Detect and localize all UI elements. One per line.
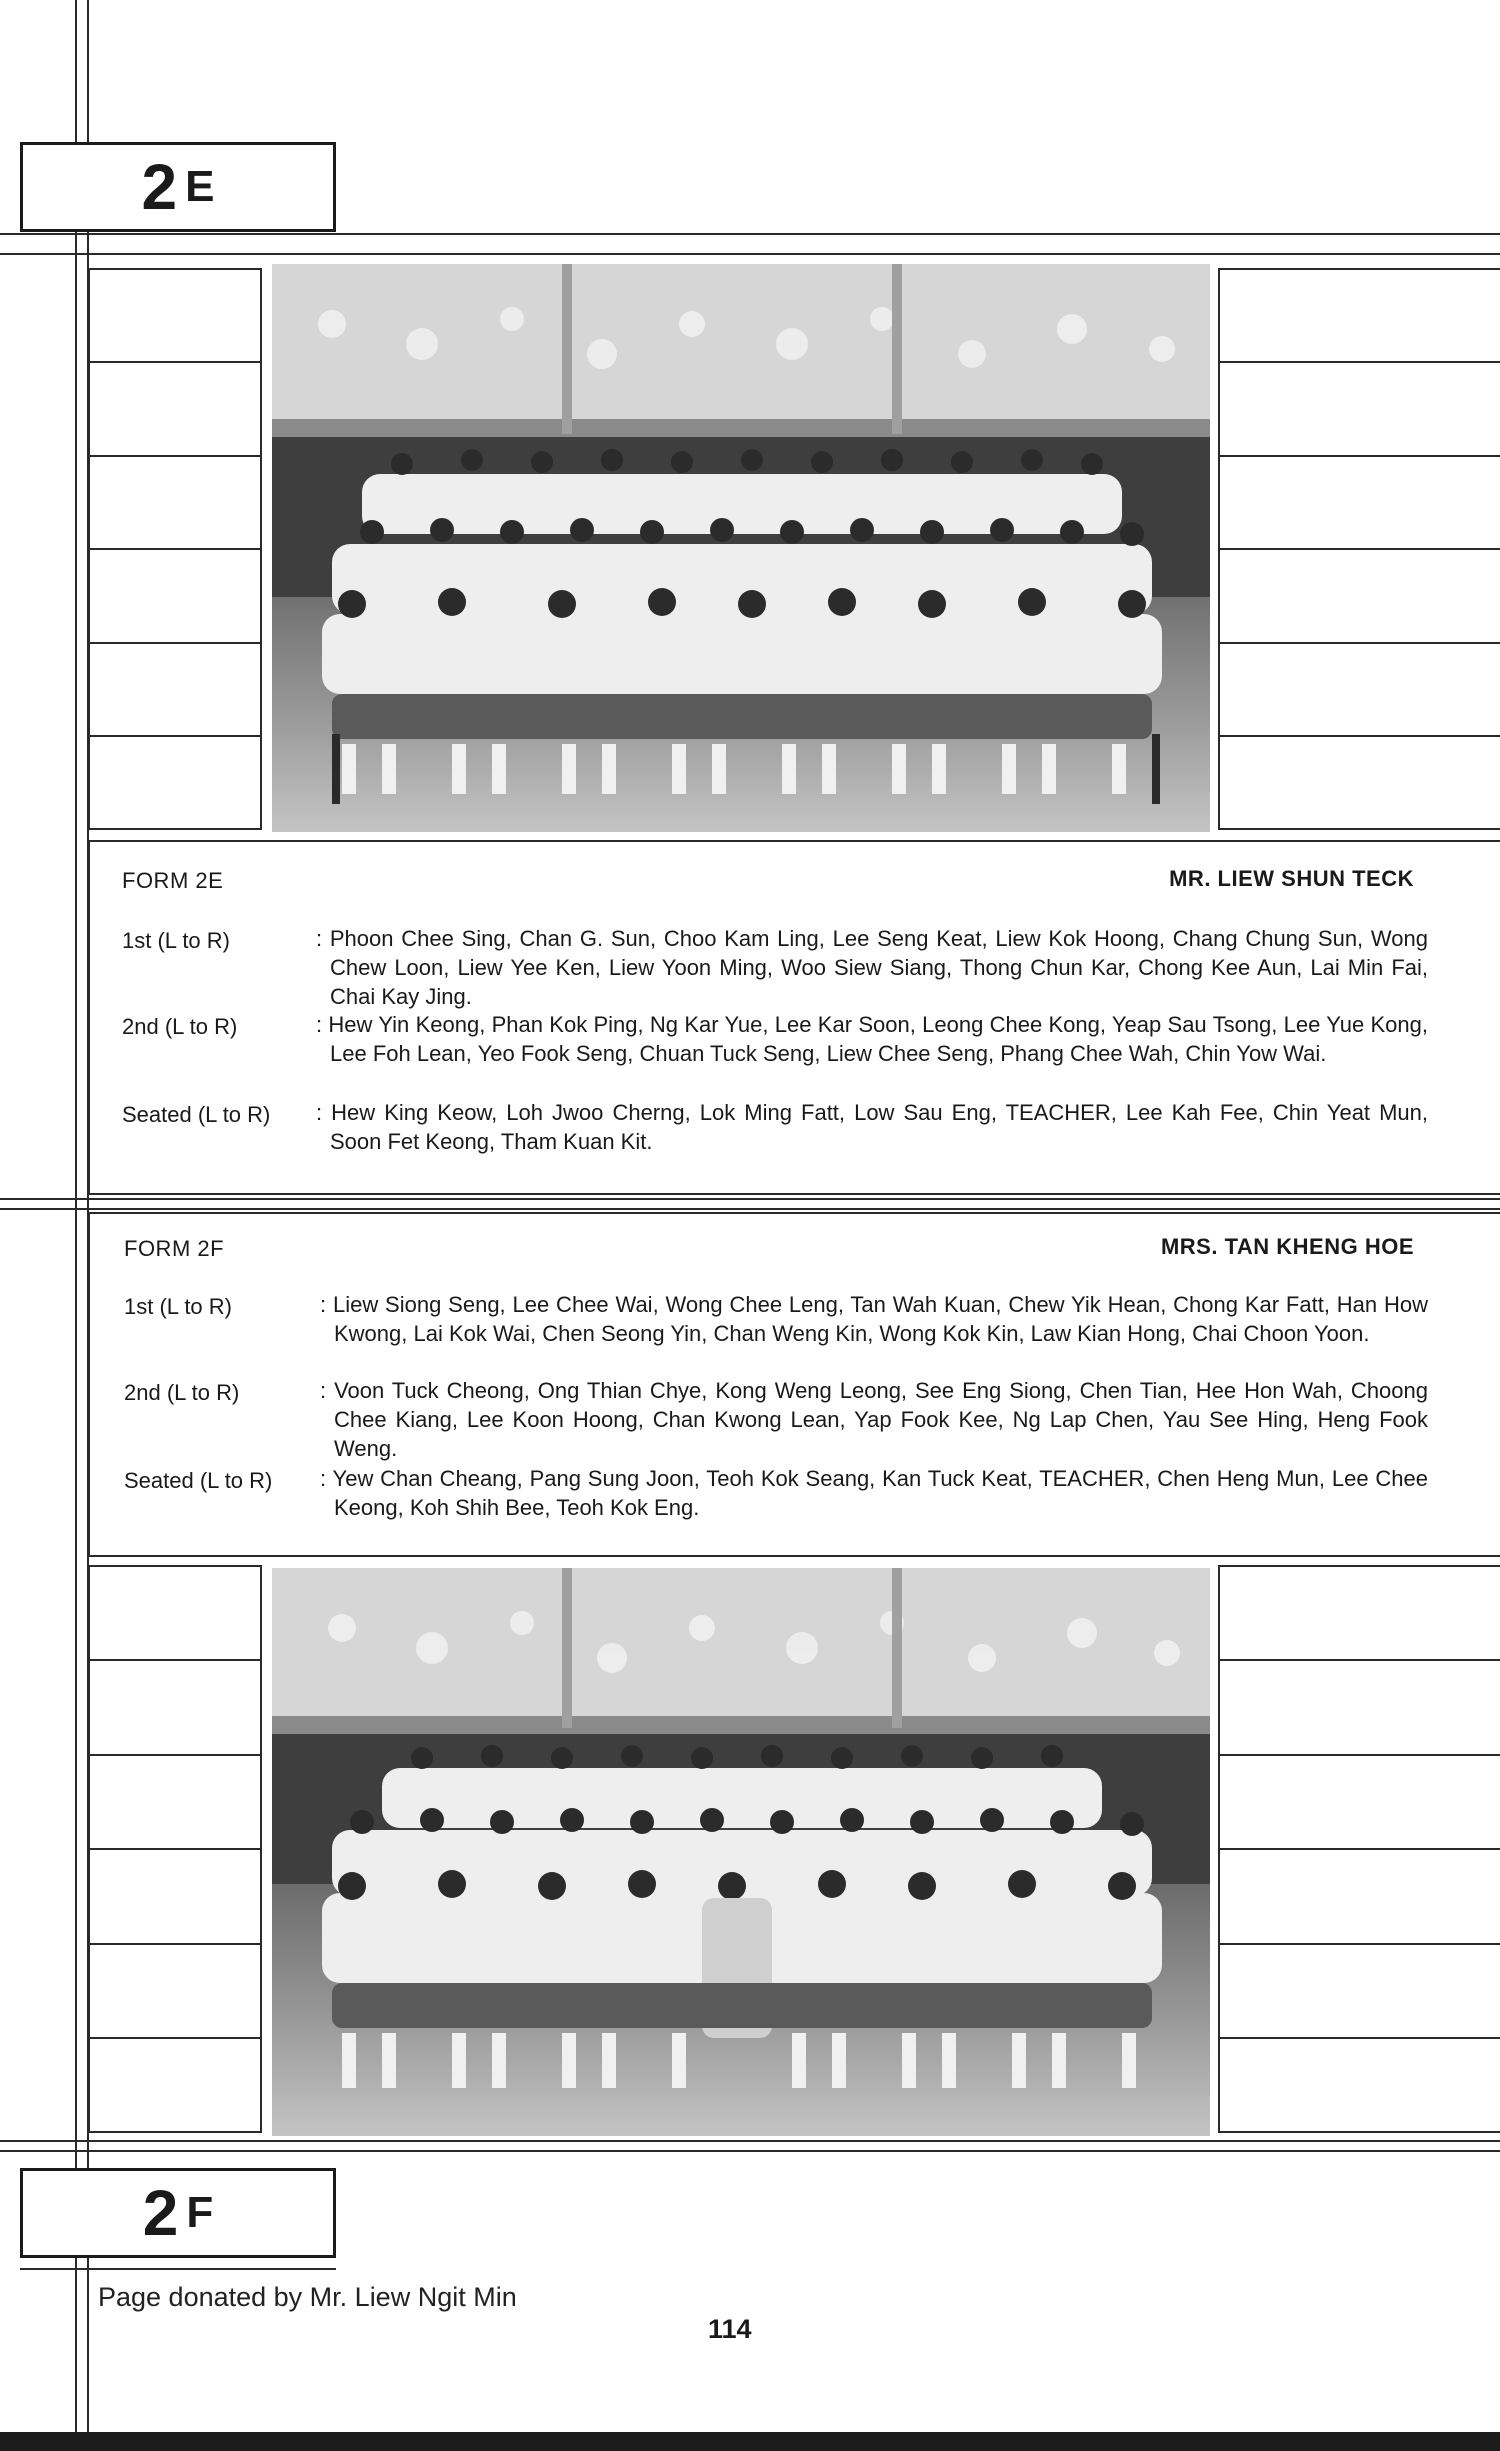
row-names-2e-2nd: : Hew Yin Keong, Phan Kok Ping, Ng Kar Yue, Lee Kar Soon, Leong Chee Kong, Yeap Sau Tsong, Lee Yue Kong, Lee Foh Lean, Yeo Fook Seng, Chuan Tuck Seng, Liew Chee Seng, Phang Chee Wah, Chin Yow Wai. [316, 1012, 1428, 1066]
form-code-number: 2 [142, 2177, 181, 2249]
form-code-letter: F [186, 2188, 214, 2237]
page-number: 114 [708, 2314, 752, 2344]
form-code-box-2f [20, 2168, 336, 2258]
page-donor-note: Page donated by Mr. Liew Ngit Min [98, 2282, 517, 2312]
caption-panel-2e [88, 840, 1500, 1195]
frame-line-bottom-2f-b [0, 2150, 1500, 2152]
caption-panel-2f [88, 1212, 1500, 1557]
teacher-name-2e: MR. LIEW SHUN TECK [1169, 866, 1414, 891]
side-blank-boxes-right-2f [1218, 1565, 1500, 2133]
frame-line-mid [0, 1198, 1500, 1200]
side-blank-boxes-right-2e [1218, 268, 1500, 830]
row-label-2e-seated: Seated (L to R) [122, 1102, 271, 1127]
frame-line-bottom-2f [0, 2140, 1500, 2142]
frame-line-top-2e [0, 233, 1500, 235]
teacher-name-2f: MRS. TAN KHENG HOE [1160, 1234, 1414, 1259]
row-names-2e-1st: : Phoon Chee Sing, Chan G. Sun, Choo Kam Ling, Lee Seng Keat, Liew Kok Hoong, Chang Chung Sun, Wong Chew Loon, Liew Yee Ken, Liew Yoon Ming, Woo Siew Siang, Thong Chun Kar, Chong Kee Aun, Lai Min Fai, Chai Kay Jing. [316, 926, 1428, 1009]
row-label-2e-1st: 1st (L to R) [122, 928, 230, 953]
form-code-number: 2 [141, 151, 180, 223]
form-code-letter: E [185, 162, 215, 211]
side-blank-boxes-left-2e [88, 268, 262, 830]
frame-spine-outer [75, 0, 77, 2451]
frame-line-mid-b [0, 1208, 1500, 1210]
row-names-2e-seated: : Hew King Keow, Loh Jwoo Cherng, Lok Ming Fatt, Low Sau Eng, TEACHER, Lee Kah Fee, Chin Yeat Mun, Soon Fet Keong, Tham Kuan Kit. [316, 1100, 1428, 1154]
row-label-2f-1st: 1st (L to R) [124, 1294, 232, 1319]
row-names-2f-2nd: : Voon Tuck Cheong, Ong Thian Chye, Kong Weng Leong, See Eng Siong, Chen Tian, Hee Hon Wah, Choong Chee Kiang, Lee Koon Hoong, Chan Kwong Lean, Yap Fook Kee, Ng Lap Chen, Yau See Hing, Heng Fook Weng. [320, 1378, 1428, 1461]
row-label-2f-seated: Seated (L to R) [124, 1468, 273, 1493]
class-photo-2f [272, 1568, 1210, 2136]
row-label-2f-2nd: 2nd (L to R) [124, 1380, 240, 1405]
class-photo-2e [272, 264, 1210, 832]
side-blank-boxes-left-2f [88, 1565, 262, 2133]
scan-edge-strip [0, 2432, 1500, 2451]
row-label-2e-2nd: 2nd (L to R) [122, 1014, 238, 1039]
form-code-box-2e [20, 142, 336, 232]
form-title-2e: FORM 2E [122, 868, 224, 893]
row-names-2f-seated: : Yew Chan Cheang, Pang Sung Joon, Teoh Kok Seang, Kan Tuck Keat, TEACHER, Chen Heng Mun, Lee Chee Keong, Koh Shih Bee, Teoh Kok Eng. [320, 1466, 1428, 1520]
row-names-2f-1st: : Liew Siong Seng, Lee Chee Wai, Wong Chee Leng, Tan Wah Kuan, Chew Yik Hean, Chong Kar Fatt, Han How Kwong, Lai Kok Wai, Chen Seong Yin, Chan Weng Kin, Wong Kok Kin, Law Kian Hong, Chai Choon Yoon. [320, 1292, 1428, 1346]
frame-line-top-2e-b [0, 253, 1500, 255]
form-title-2f: FORM 2F [124, 1236, 225, 1261]
frame-line-under-2f [20, 2268, 336, 2270]
